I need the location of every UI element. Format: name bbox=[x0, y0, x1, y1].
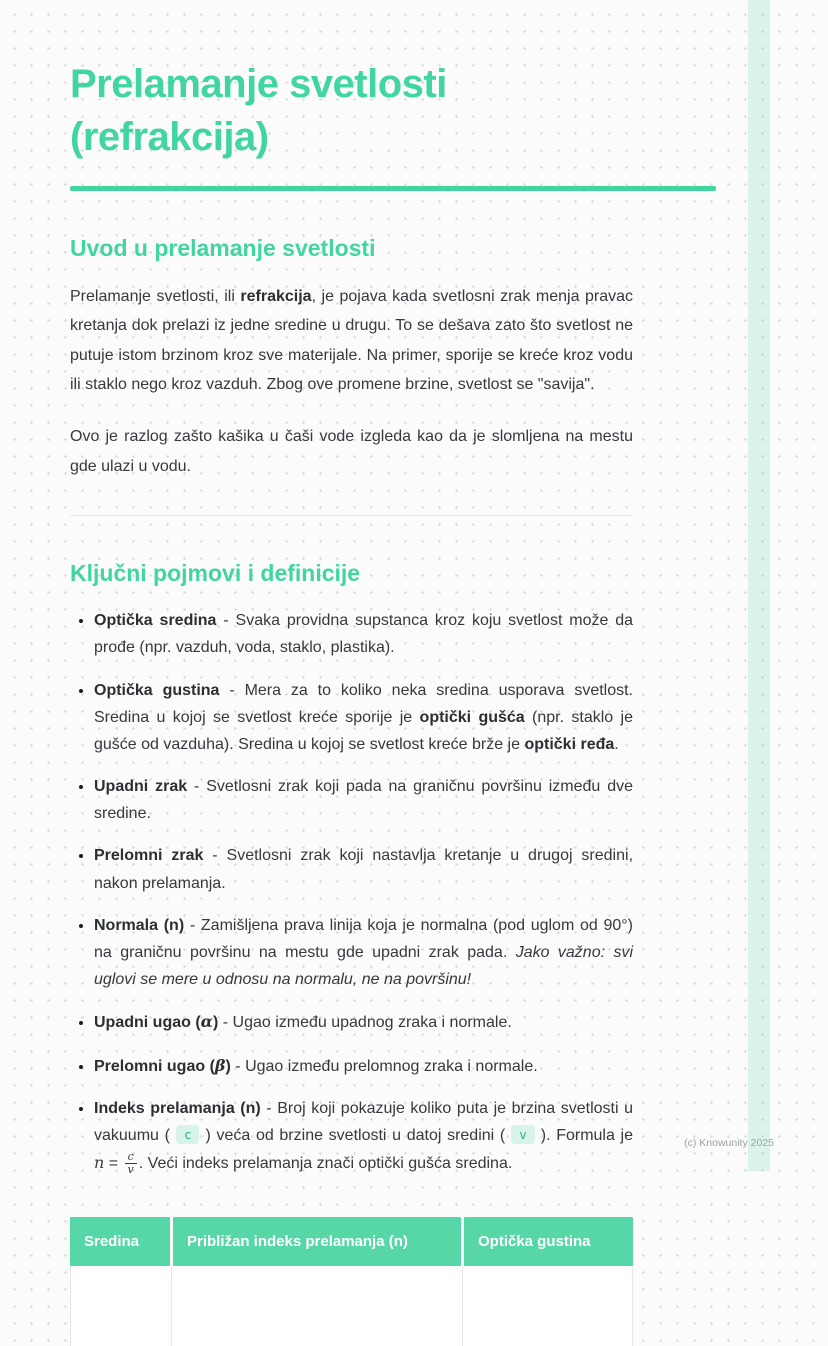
term-item-indeks-prelamanja bbox=[94, 1095, 633, 1178]
section-heading-intro: Uvod u prelamanje svetlosti bbox=[70, 234, 376, 261]
text-run: Prelamanje svetlosti, ili bbox=[70, 287, 241, 305]
term-separator: - bbox=[219, 681, 245, 699]
term-definition: Zamišljena prava linija koja je normalna (pod uglom od 90°) na graničnu površinu na mestu gde upadni zrak pada. bbox=[94, 916, 634, 962]
media-index-table bbox=[70, 1217, 633, 1346]
term-separator: - bbox=[187, 778, 207, 796]
code-chip-v: v bbox=[511, 1125, 535, 1145]
table-cell-empty bbox=[71, 1266, 172, 1346]
term-separator: - bbox=[216, 612, 236, 630]
term-name bbox=[94, 1014, 218, 1031]
term-definition: ). Formula je bbox=[540, 1126, 634, 1144]
page-title bbox=[70, 58, 720, 164]
accent-strip bbox=[748, 0, 770, 1171]
term-item-upadni-zrak bbox=[94, 773, 633, 827]
page-title-line1: Prelamanje svetlosti bbox=[70, 62, 447, 106]
table-header-gustina: Optička gustina bbox=[464, 1217, 633, 1266]
term-definition: Broj koji pokazuje koliko puta je brzina svetlosti u vakuumu ( bbox=[94, 1099, 634, 1144]
fraction-denominator: v bbox=[127, 1163, 134, 1177]
alpha-symbol: α bbox=[200, 1012, 213, 1032]
term-definition: Svetlosni zrak koji pada na graničnu površinu između dve sredine. bbox=[94, 778, 634, 823]
term-item-opticka-sredina bbox=[94, 607, 633, 661]
term-separator: - bbox=[230, 1057, 246, 1075]
bold-term: optički ređa bbox=[524, 735, 615, 753]
term-definition: = bbox=[104, 1155, 123, 1173]
bold-term: optički gušća bbox=[419, 708, 525, 726]
term-definition: . Veći indeks prelamanja znači optički gušća sredina. bbox=[138, 1155, 513, 1173]
term-definition: Svaka providna supstanca kroz koju svetlost može da prođe (npr. vazduh, voda, staklo, plastika). bbox=[94, 612, 634, 657]
code-chip-c: c bbox=[176, 1125, 200, 1145]
term-definition: Svetlosni zrak koji nastavlja kretanje u drugoj sredini, nakon prelamanja. bbox=[94, 847, 634, 892]
term-item-prelomni-zrak bbox=[94, 842, 633, 896]
term-name: Indeks prelamanja (n) bbox=[94, 1099, 261, 1117]
table-row-partial bbox=[70, 1266, 633, 1346]
term-separator: - bbox=[203, 847, 227, 865]
term-name-part: ) bbox=[225, 1057, 231, 1075]
terms-list bbox=[70, 607, 633, 1177]
term-definition: (npr. staklo je gušće od vazduha). Sredina u kojoj se svetlost kreće brže je bbox=[94, 708, 633, 753]
term-name-part: Prelomni ugao ( bbox=[94, 1057, 215, 1075]
term-name: Optička gustina bbox=[94, 681, 220, 699]
fraction-numerator: c bbox=[125, 1151, 137, 1165]
table-header-sredina: Sredina bbox=[70, 1217, 170, 1266]
table-header-indeks: Približan indeks prelamanja (n) bbox=[173, 1217, 461, 1266]
term-item-normala bbox=[94, 912, 633, 994]
section-divider bbox=[70, 515, 633, 516]
n-variable: n bbox=[94, 1153, 105, 1173]
term-separator: - bbox=[218, 1014, 233, 1032]
term-name-part: ) bbox=[212, 1014, 219, 1032]
page-title-line2: (refrakcija) bbox=[70, 114, 269, 159]
term-name: Upadni zrak bbox=[94, 778, 188, 796]
beta-symbol: β bbox=[214, 1055, 226, 1075]
term-separator: - bbox=[184, 916, 201, 934]
title-rule bbox=[70, 186, 716, 191]
bold-term: refrakcija bbox=[240, 287, 312, 305]
table-cell-empty bbox=[463, 1266, 632, 1346]
term-note-italic: Jako važno: svi uglovi se mere u odnosu na normalu, ne na površinu! bbox=[94, 944, 633, 989]
term-name: Prelomni zrak bbox=[94, 847, 204, 865]
table-header-row bbox=[70, 1217, 633, 1266]
term-name bbox=[94, 1055, 231, 1075]
term-name-part: Upadni ugao ( bbox=[94, 1014, 201, 1032]
term-separator: - bbox=[260, 1099, 278, 1117]
table-cell-empty bbox=[172, 1266, 463, 1346]
term-item-opticka-gustina bbox=[94, 677, 633, 759]
fraction-c-over-v bbox=[125, 1151, 137, 1177]
term-definition: Ugao između upadnog zraka i normale. bbox=[232, 1014, 512, 1032]
intro-paragraph-1 bbox=[70, 282, 633, 400]
text-run: , je pojava kada svetlosni zrak menja pravac kretanja dok prelazi iz jedne sredine u drugu. To se dešava zato što svetlost ne putuje istom brzinom kroz sve materijale. Na primer, sporije se kreće kroz vodu ili staklo nego kroz vazduh. Zbog ove promene brzine, svetlost se "savija". bbox=[70, 287, 634, 394]
section-heading-terms: Ključni pojmovi i definicije bbox=[70, 560, 361, 587]
term-item-upadni-ugao bbox=[94, 1008, 633, 1036]
term-definition: ) veća od brzine svetlosti u datoj sredini ( bbox=[205, 1126, 506, 1144]
term-definition: . bbox=[614, 735, 619, 753]
term-definition: Mera za to koliko neka sredina usporava svetlost. Sredina u kojoj se svetlost kreće sporije je bbox=[94, 681, 634, 726]
document-page bbox=[70, 58, 633, 1346]
term-definition: Ugao između prelomnog zraka i normale. bbox=[245, 1057, 538, 1075]
term-name: Normala (n) bbox=[94, 916, 185, 934]
term-item-prelomni-ugao bbox=[94, 1052, 633, 1080]
term-name: Optička sredina bbox=[94, 612, 217, 630]
intro-paragraph-2: Ovo je razlog zašto kašika u čaši vode izgleda kao da je slomljena na mestu gde ulazi u vodu. bbox=[70, 427, 633, 475]
footer-credit: (c) Knowunity 2025 bbox=[684, 1137, 774, 1149]
